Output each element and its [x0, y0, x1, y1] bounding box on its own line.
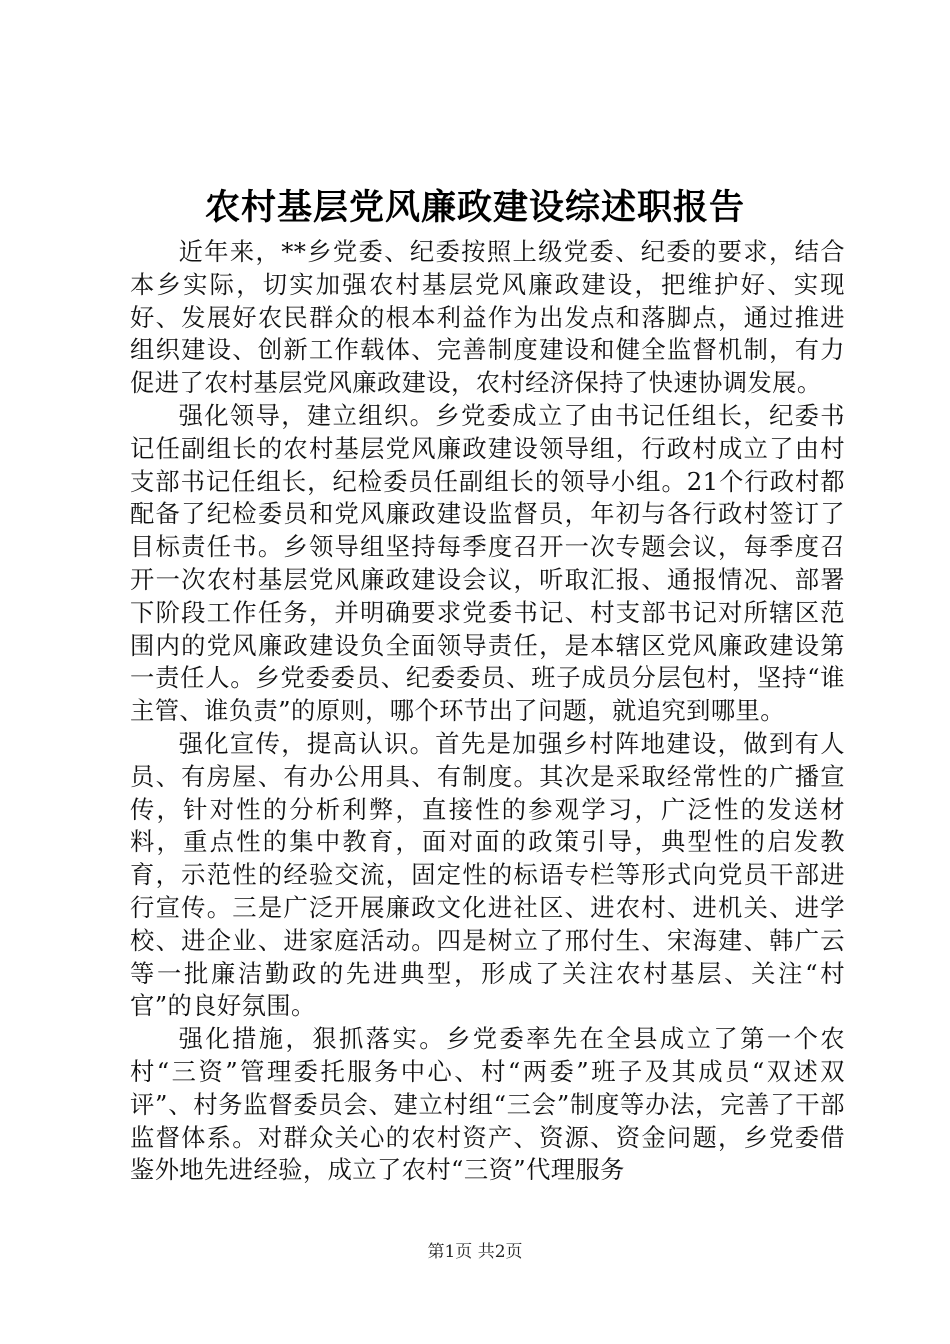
paragraph-intro: 近年来，**乡党委、纪委按照上级党委、纪委的要求，结合本乡实际，切实加强农村基层党风廉政建设，把维护好、实现好、发展好农民群众的根本利益作为出发点和落脚点，通过推进组织建设、创新工作载体、完善制度建设和健全监督机制，有力促进了农村基层党风廉政建设，农村经济保持了快速协调发展。	[130, 237, 845, 398]
document-title: 农村基层党风廉政建设综述职报告	[204, 187, 745, 228]
paragraph-measures: 强化措施，狠抓落实。乡党委率先在全县成立了第一个农村“三资”管理委托服务中心、村“两委”班子及其成员“双述双评”、村务监督委员会、建立村组“三会”制度等办法，完善了干部监督体系。对群众关心的农村资产、资源、资金问题，乡党委借鉴外地先进经验，成立了农村“三资”代理服务	[130, 1024, 845, 1185]
paragraph-publicity: 强化宣传，提高认识。首先是加强乡村阵地建设，做到有人员、有房屋、有办公用具、有制度。其次是采取经常性的广播宣传，针对性的分析利弊，直接性的参观学习，广泛性的发送材料，重点性的集中教育，面对面的政策引导，典型性的启发教育，示范性的经验交流，固定性的标语专栏等形式向党员干部进行宣传。三是广泛开展廉政文化进社区、进农村、进机关、进学校、进企业、进家庭活动。四是树立了邢付生、宋海建、韩广云等一批廉洁勤政的先进典型，形成了关注农村基层、关注“村官”的良好氛围。	[130, 728, 845, 1021]
paragraph-leadership: 强化领导，建立组织。乡党委成立了由书记任组长，纪委书记任副组长的农村基层党风廉政建设领导组，行政村成立了由村支部书记任组长，纪检委员任副组长的领导小组。21个行政村都配备了纪检委员和党风廉政建设监督员，年初与各行政村签订了目标责任书。乡领导组坚持每季度召开一次专题会议，每季度召开一次农村基层党风廉政建设会议，听取汇报、通报情况、部署下阶段工作任务，并明确要求党委书记、村支部书记对所辖区范围内的党风廉政建设负全面领导责任，是本辖区党风廉政建设第一责任人。乡党委委员、纪委委员、班子成员分层包村，坚持“谁主管、谁负责”的原则，哪个环节出了问题，就追究到哪里。	[130, 400, 845, 726]
document-body	[130, 236, 845, 1187]
page-number-footer: 第1页 共2页	[427, 1242, 523, 1262]
